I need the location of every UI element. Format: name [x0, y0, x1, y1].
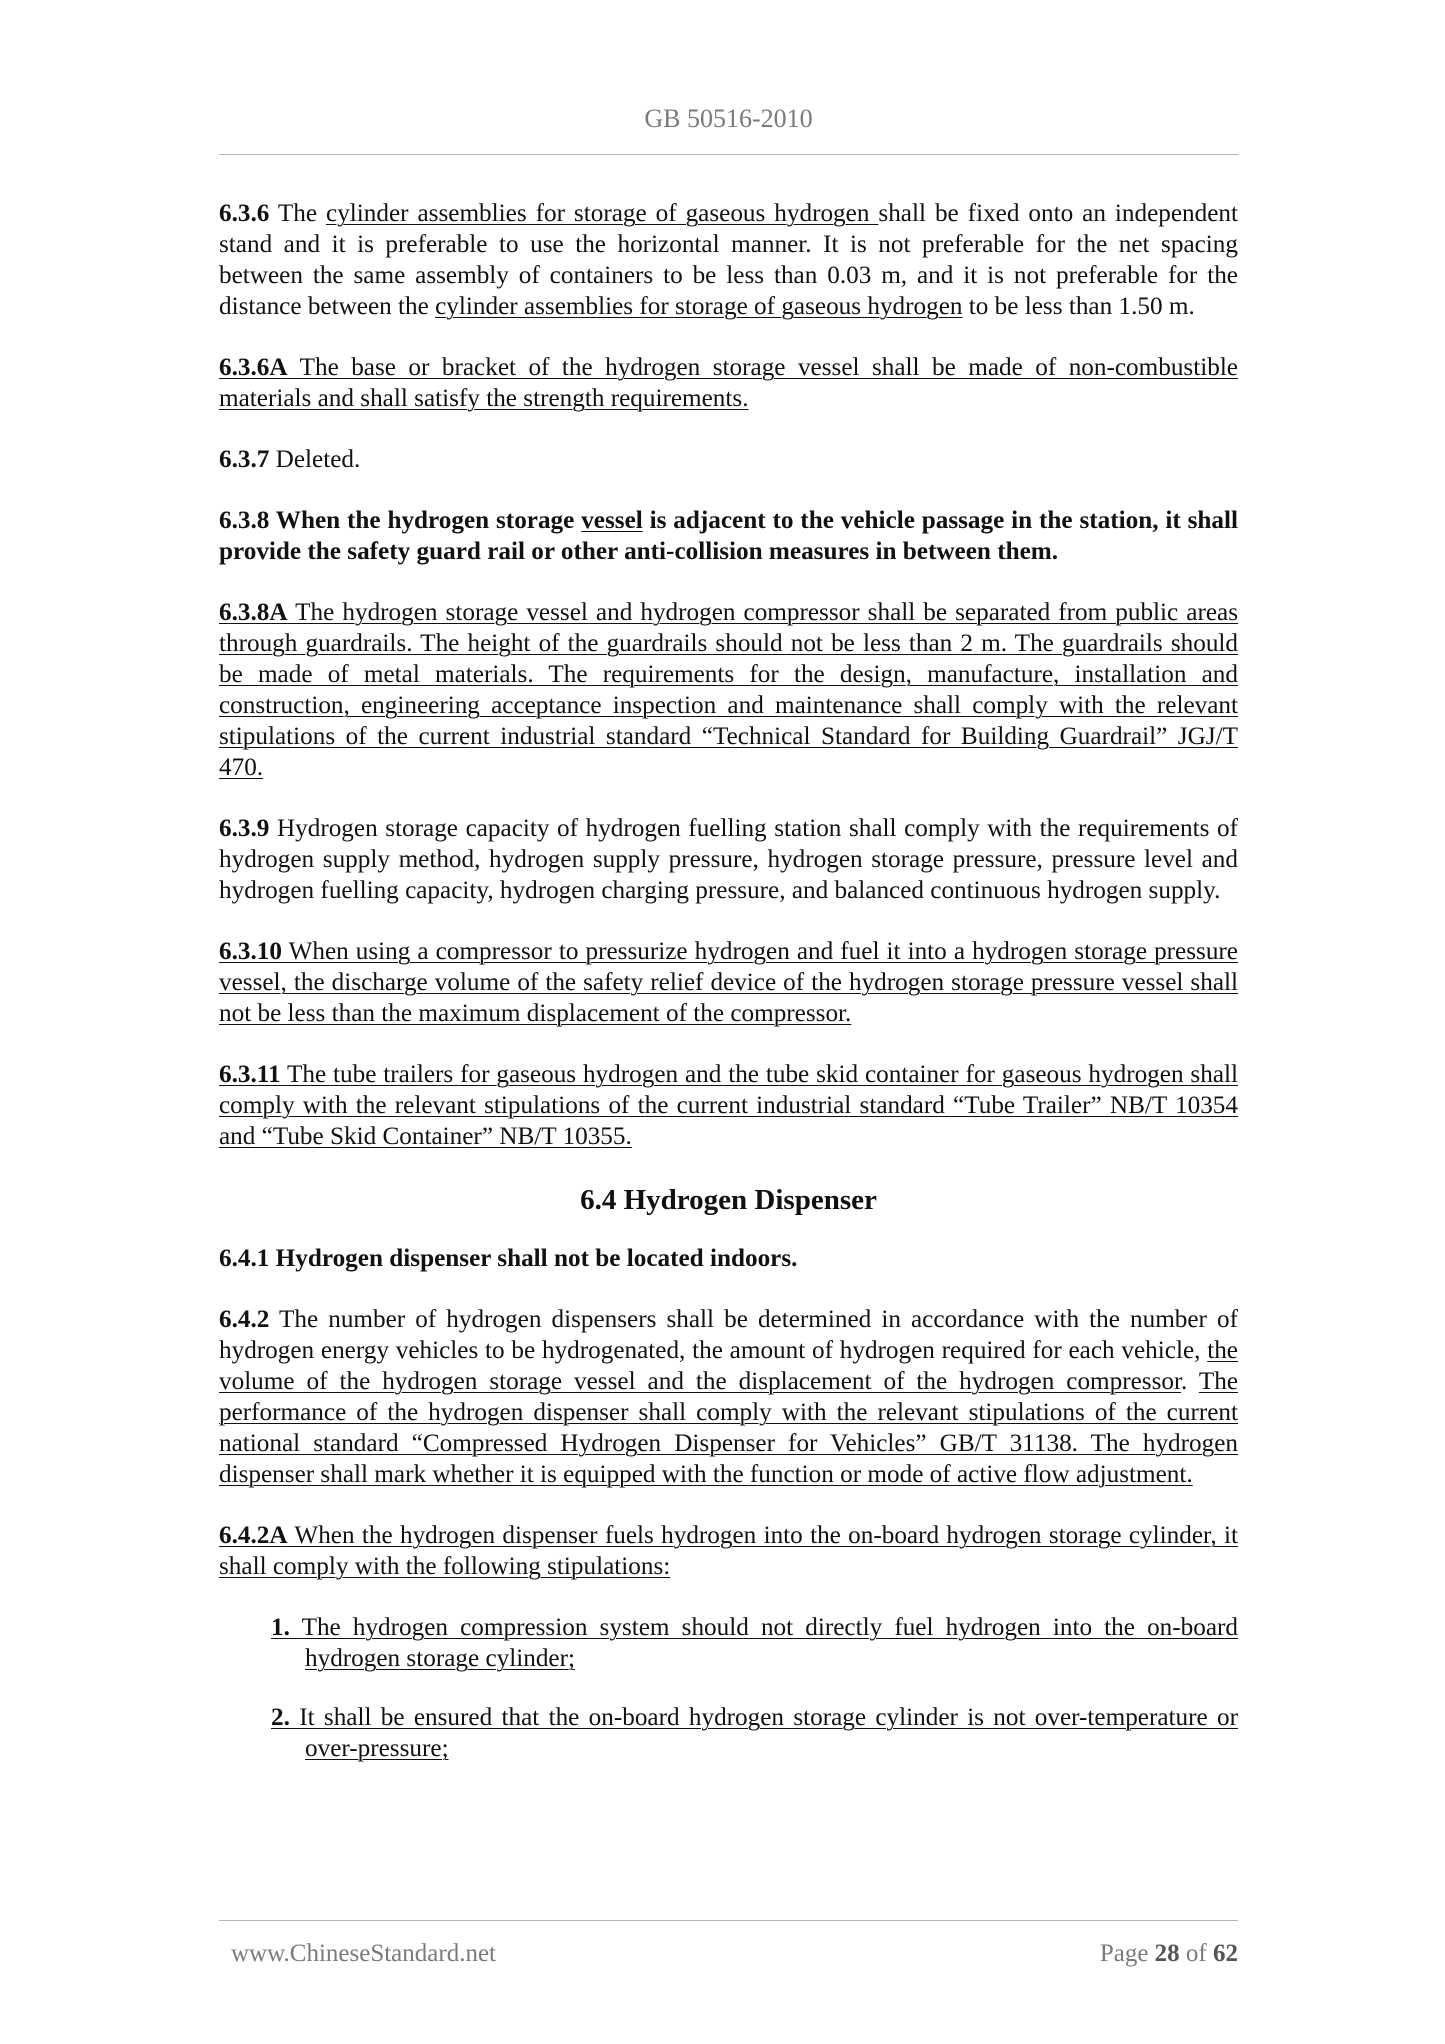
list-text: It shall be ensured that the on-board hydrogen storage cylinder is not over-temperature or over-pressure; — [289, 1704, 1238, 1762]
clause-6-3-11 — [219, 1059, 1238, 1152]
clause-text: is adjacent to the vehicle passage in the station, it shall provide the safety guard rail or other anti-collision measures in between them. — [219, 507, 1239, 565]
list-item — [271, 1702, 1238, 1764]
clause-text: shall be fixed onto an independent stand and it is preferable to use the horizontal manner. It is not preferable for the net spacing between the same assembly of containers to be less than 0.03 m, and it is not preferable for the distance between the — [219, 200, 1238, 320]
footer-divider — [219, 1920, 1238, 1921]
clause-text: 6.3.8 When the hydrogen storage — [219, 507, 582, 534]
clause-6-4-2 — [219, 1304, 1238, 1490]
clause-6-4-2A — [219, 1520, 1238, 1582]
clause-6-3-8A — [219, 597, 1238, 783]
clause-6-3-6A — [219, 352, 1238, 414]
clause-6-3-8 — [219, 505, 1238, 567]
underlined-text: The performance of the hydrogen dispenser shall comply with the relevant stipulations of the current national standard “Compressed Hydrogen Dispenser for Vehicles” GB/T 31138. The hydrogen dispenser shall mark whether it is equipped with the function or mode of active flow adjustment. — [219, 1368, 1239, 1488]
clause-6-3-7 — [219, 444, 1238, 475]
clause-number: 6.3.9 — [219, 815, 270, 842]
clause-6-3-6 — [219, 198, 1238, 322]
total-pages: 62 — [1213, 1940, 1238, 1967]
clause-number: 6.4.2A — [219, 1522, 288, 1549]
page-indicator — [1100, 1940, 1238, 1968]
clause-text: The tube trailers for gaseous hydrogen and the tube skid container for gaseous hydrogen shall comply with the relevant stipulations of the current industrial standard “Tube Trailer” NB/T 10354 and “Tube Skid Container” NB/T 10355. — [219, 1061, 1238, 1150]
page-number: 28 — [1154, 1940, 1180, 1967]
clause-text: The base or bracket of the hydrogen storage vessel shall be made of non-combustible materials and shall satisfy the strength requirements. — [219, 354, 1238, 412]
clause-number: 6.3.11 — [219, 1061, 281, 1088]
section-title: 6.4 Hydrogen Dispenser — [580, 1184, 877, 1216]
of-label: of — [1185, 1940, 1207, 1967]
underlined-text: cylinder assemblies for storage of gaseous hydrogen — [326, 200, 879, 227]
clause-text: Hydrogen storage capacity of hydrogen fuelling station shall comply with the requirements of hydrogen supply method, hydrogen supply pressure, hydrogen storage pressure, pressure level and hydrogen fuelling capacity, hydrogen charging pressure, and balanced continuous hydrogen supply. — [219, 815, 1238, 904]
clause-text: The hydrogen storage vessel and hydrogen compressor shall be separated from public areas through guardrails. The height of the guardrails should not be less than 2 m. The guardrails should be made of metal materials. The requirements for the design, manufacture, installation and construction, engineering acceptance inspection and maintenance shall comply with the relevant stipulations of the current industrial standard “Technical Standard for Building Guardrail” JGJ/T 470. — [219, 599, 1238, 781]
clause-text: When using a compressor to pressurize hydrogen and fuel it into a hydrogen storage pressure vessel, the discharge volume of the safety relief device of the hydrogen storage pressure vessel shall not be less than the maximum displacement of the compressor. — [219, 938, 1238, 1027]
clause-text: . — [1181, 1368, 1199, 1395]
document-body — [219, 198, 1238, 1792]
clause-number: 6.3.7 — [219, 446, 270, 473]
list-number: 2. — [271, 1704, 290, 1731]
clause-text: When the hydrogen dispenser fuels hydrogen into the on-board hydrogen storage cylinder, it shall comply with the following stipulations: — [219, 1522, 1238, 1580]
clause-6-3-10 — [219, 936, 1238, 1029]
underlined-text: vessel — [581, 507, 643, 534]
clause-text: Deleted. — [269, 446, 361, 473]
website-link[interactable]: www.ChineseStandard.net — [231, 1940, 496, 1967]
underlined-text: cylinder assemblies for storage of gaseous hydrogen — [435, 293, 963, 320]
clause-number: 6.3.10 — [219, 938, 282, 965]
clause-number: 6.3.6 — [219, 200, 270, 227]
list-text: The hydrogen compression system should not directly fuel hydrogen into the on-board hydrogen storage cylinder; — [289, 1614, 1238, 1672]
clause-6-3-9 — [219, 813, 1238, 906]
document-header: GB 50516-2010 — [644, 104, 813, 133]
list-number: 1. — [271, 1614, 290, 1641]
clause-text: The — [269, 200, 327, 227]
clause-number: 6.3.6A — [219, 354, 288, 381]
clause-text: to be less than 1.50 m. — [962, 293, 1195, 320]
header-divider — [219, 154, 1238, 155]
clause-text: The number of hydrogen dispensers shall be determined in accordance with the number of hydrogen energy vehicles to be hydrogenated, the amount of hydrogen required for each vehicle, — [219, 1306, 1238, 1364]
underlined-text: the volume of the hydrogen storage vessel and the displacement of the hydrogen compressor — [219, 1337, 1238, 1395]
clause-number: 6.4.2 — [219, 1306, 270, 1333]
clause-number: 6.3.8A — [219, 599, 288, 626]
page-label: Page — [1099, 1940, 1149, 1967]
clause-6-4-1: 6.4.1 Hydrogen dispenser shall not be located indoors. — [219, 1245, 798, 1272]
list-item — [271, 1612, 1238, 1674]
